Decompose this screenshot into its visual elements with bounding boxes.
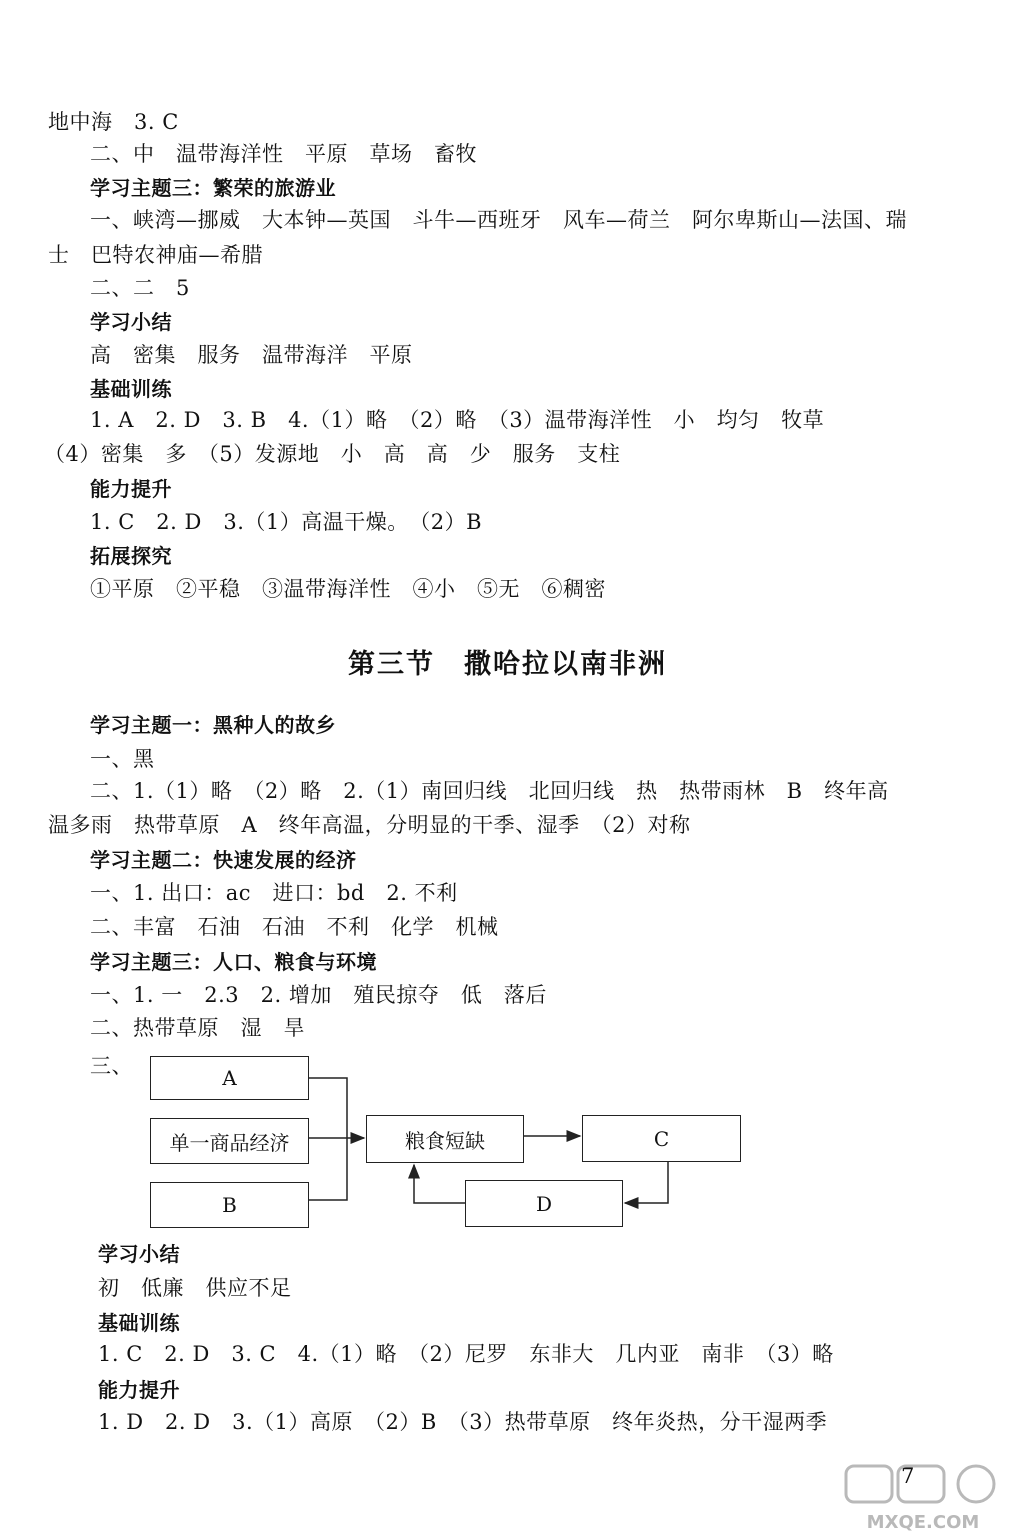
connector-a-b (309, 1078, 347, 1200)
text-line: 一、峡湾—挪威 大本钟—英国 斗牛—西班牙 风车—荷兰 阿尔卑斯山—法国、瑞 (90, 208, 907, 232)
text-line: 1. A 2. D 3. B 4.（1）略 （2）略 （3）温带海洋性 小 均匀 牧草 (90, 408, 825, 432)
section-heading: 学习主题三：人口、粮食与环境 (90, 950, 377, 974)
diagram-box-a: A (150, 1056, 309, 1100)
text-line: 二、热带草原 湿 旱 (90, 1016, 305, 1040)
section-heading: 学习主题一：黑种人的故乡 (90, 713, 336, 737)
text-line: 二、二 5 (90, 276, 190, 300)
watermark-text: MXQE.COM (866, 1512, 980, 1533)
arrow-c-to-d (625, 1162, 668, 1203)
diagram-box-c: C (582, 1115, 741, 1162)
text-line: 三、 (90, 1054, 133, 1078)
diagram-box-single-economy: 单一商品经济 (150, 1118, 309, 1164)
text-line: 初 低廉 供应不足 (98, 1276, 292, 1300)
section-heading: 拓展探究 (90, 544, 172, 568)
section-heading: 能力提升 (90, 477, 172, 501)
text-line: 二、1.（1）略 （2）略 2.（1）南回归线 北回归线 热 热带雨林 B 终年高 (90, 779, 889, 803)
page-number: 7 (901, 1464, 915, 1488)
text-line: 二、中 温带海洋性 平原 草场 畜牧 (90, 142, 477, 166)
section-heading: 学习小结 (98, 1242, 180, 1266)
text-line: 1. C 2. D 3. C 4.（1）略 （2）尼罗 东非大 几内亚 南非 （3）略 (98, 1342, 834, 1366)
section-heading: 学习主题三：繁荣的旅游业 (90, 176, 336, 200)
section-heading: 能力提升 (98, 1378, 180, 1402)
text-line: 士 巴特农神庙—希腊 (48, 243, 263, 267)
section-heading: 基础训练 (90, 377, 172, 401)
text-line: ①平原 ②平稳 ③温带海洋性 ④小 ⑤无 ⑥稠密 (90, 577, 606, 601)
text-line: 地中海 3. C (48, 110, 179, 134)
watermark-logo (838, 1462, 1008, 1534)
diagram-box-b: B (150, 1182, 309, 1228)
text-line: 二、丰富 石油 石油 不利 化学 机械 (90, 915, 499, 939)
section-heading: 学习主题二：快速发展的经济 (90, 848, 357, 872)
text-line: 一、1. 出口：ac 进口：bd 2. 不利 (90, 881, 458, 905)
text-line: （4）密集 多 （5）发源地 小 高 高 少 服务 支柱 (44, 442, 621, 466)
section-heading: 基础训练 (98, 1311, 180, 1335)
page-section-title: 第三节 撒哈拉以南非洲 (348, 649, 667, 680)
arrow-d-to-food-shortage (414, 1165, 465, 1203)
diagram-box-food-shortage: 粮食短缺 (366, 1115, 524, 1163)
diagram-box-d: D (465, 1180, 623, 1227)
text-line: 1. C 2. D 3.（1）高温干燥。 （2）B (90, 510, 483, 534)
text-line: 一、1. 一 2.3 2. 增加 殖民掠夺 低 落后 (90, 983, 547, 1007)
text-line: 1. D 2. D 3.（1）高原 （2）B （3）热带草原 终年炎热，分干湿两季 (98, 1410, 828, 1434)
section-heading: 学习小结 (90, 310, 172, 334)
text-line: 一、黑 (90, 747, 155, 771)
text-line: 高 密集 服务 温带海洋 平原 (90, 343, 413, 367)
text-line: 温多雨 热带草原 A 终年高温，分明显的干季、湿季 （2）对称 (48, 813, 691, 837)
